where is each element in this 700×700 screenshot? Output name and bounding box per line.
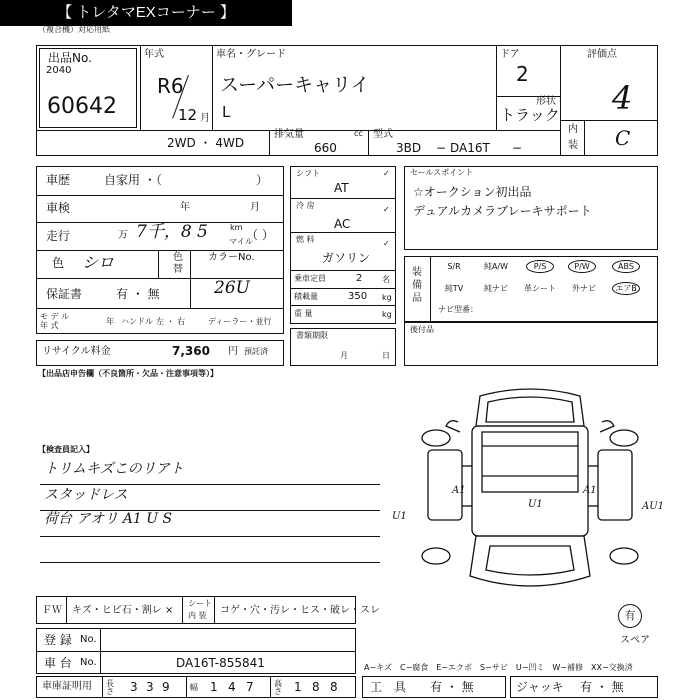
weight-label: 重 量 bbox=[294, 309, 313, 318]
model-label: 型式 bbox=[373, 129, 393, 140]
load-value: 350 bbox=[348, 291, 368, 302]
warranty-value: 有 ・ 無 bbox=[116, 287, 160, 301]
equip-sr: S/R bbox=[447, 262, 461, 271]
handle-label: ハンドル bbox=[121, 317, 153, 326]
seat-text: コゲ・穴・汚レ・ヒス・破レ・スレ bbox=[220, 605, 380, 616]
equip-tv: 純TV bbox=[444, 284, 464, 293]
inspection-label: 車検 bbox=[46, 201, 71, 215]
mark-a1-right: A1 bbox=[583, 485, 597, 496]
capacity-label: 乗車定員 bbox=[294, 274, 326, 283]
len-digit-1: 3 bbox=[130, 680, 138, 694]
history-label: 車歴 bbox=[46, 173, 71, 187]
weight-unit: kg bbox=[382, 310, 392, 319]
inspector-line1: トリムキズこのリアト bbox=[44, 461, 184, 477]
shift-label: シフト bbox=[296, 169, 320, 178]
month-unit: 月 bbox=[200, 113, 210, 124]
equip-ext-navi: 外ナビ bbox=[572, 284, 596, 293]
tools-label: 工 具 bbox=[370, 680, 407, 694]
displacement-value: 660 bbox=[314, 141, 337, 155]
displacement-label: 排気量 bbox=[274, 129, 304, 140]
inspection-month: 月 bbox=[250, 202, 260, 213]
equip-leather: 革シート bbox=[524, 284, 556, 293]
mileage-man: 万 bbox=[118, 230, 128, 241]
equip-ps: P/S bbox=[526, 260, 554, 273]
fw-label: ＦＷ bbox=[42, 605, 62, 616]
width-digit-1: 1 bbox=[210, 680, 218, 694]
model-year-label-1: モ デ ル bbox=[40, 312, 70, 321]
chassis-no: No. bbox=[80, 657, 97, 668]
handle-value: 左 ・ 右 bbox=[156, 317, 186, 326]
sales-point-line2: デュアルカメラブレーキサポート bbox=[413, 204, 592, 218]
registration-no: No. bbox=[80, 634, 97, 645]
color-code: 26U bbox=[214, 278, 250, 298]
height-digit-3: 8 bbox=[330, 680, 338, 694]
cert-label: 車庫証明用 bbox=[42, 681, 92, 692]
equip-abs: ABS bbox=[612, 260, 640, 273]
installed-label: 後付品 bbox=[410, 325, 434, 334]
len-digit-3: 9 bbox=[162, 680, 170, 694]
shape-value: トラック bbox=[500, 106, 560, 124]
inspector-line2: スタッドレス bbox=[44, 487, 128, 503]
interior-score: C bbox=[615, 126, 631, 150]
spare-circle: 有 bbox=[618, 604, 642, 628]
load-label: 積載量 bbox=[294, 292, 318, 301]
year-era: R6 bbox=[157, 74, 184, 98]
seller-notes-label: 【出品店申告欄（不良箇所・欠品・注意事項等）】 bbox=[38, 369, 218, 378]
cert-height-label: 高さ bbox=[274, 679, 282, 696]
color-label: 色 bbox=[52, 256, 65, 270]
interior-label-2: 装 bbox=[568, 140, 578, 151]
mark-au1: AU1 bbox=[642, 501, 665, 512]
seat-label-1: シート bbox=[188, 599, 212, 608]
history-close: ） bbox=[256, 173, 269, 187]
doors-value: 2 bbox=[516, 62, 529, 86]
drive-type: 2WD ・ 4WD bbox=[167, 136, 245, 150]
seat-label-2: 内 装 bbox=[188, 611, 207, 620]
height-digit-2: 8 bbox=[312, 680, 320, 694]
shift-check: ✓ bbox=[383, 169, 390, 178]
capacity-unit: 名 bbox=[382, 275, 390, 284]
top-note: （複合機）対応用紙 bbox=[38, 25, 110, 34]
inspection-year: 年 bbox=[180, 202, 190, 213]
sales-point-label: セールスポイント bbox=[410, 168, 474, 177]
tools-value: 有 ・ 無 bbox=[430, 680, 474, 694]
cert-length-label: 長さ bbox=[106, 679, 114, 696]
interior-label-1: 内 bbox=[568, 124, 578, 135]
load-unit: kg bbox=[382, 293, 392, 302]
mileage-mile: マイル bbox=[229, 237, 253, 246]
model-year-unit: 年 bbox=[106, 317, 114, 326]
shape-label: 形状 bbox=[536, 96, 556, 107]
banner-title: 【 トレタマEXコーナー 】 bbox=[0, 0, 292, 26]
aircon-label: 冷 房 bbox=[296, 201, 315, 210]
model-prefix: 3BD bbox=[396, 141, 422, 155]
equip-airbag: エアB bbox=[612, 282, 640, 295]
mileage-km: km bbox=[230, 223, 243, 232]
score-label: 評価点 bbox=[587, 49, 617, 60]
car-name: スーパーキャリイ bbox=[220, 74, 370, 96]
spare-label: スペア bbox=[620, 635, 650, 646]
equip-navi: 純ナビ bbox=[484, 284, 508, 293]
lot-code: 2040 bbox=[46, 65, 72, 76]
jack-label: ジャッキ bbox=[516, 680, 564, 694]
mark-a1-left: A1 bbox=[452, 485, 466, 496]
year-month: 12 bbox=[178, 106, 198, 124]
height-digit-1: 1 bbox=[294, 680, 302, 694]
docs-month: 月 bbox=[340, 351, 348, 360]
cert-width-label: 幅 bbox=[190, 683, 198, 692]
chassis-label: 車 台 bbox=[44, 656, 72, 670]
color-code-label: カラーNo. bbox=[208, 252, 255, 263]
equipment-label: 装備品 bbox=[412, 267, 422, 304]
lot-label: 出品No. bbox=[48, 51, 92, 65]
recycle-value: 7,360 bbox=[172, 344, 210, 358]
history-value: 自家用 ・（ bbox=[104, 173, 162, 187]
shift-value: AT bbox=[334, 181, 349, 195]
car-name-label: 車名・グレード bbox=[216, 49, 286, 60]
warranty-label: 保証書 bbox=[46, 287, 83, 301]
len-digit-2: 3 bbox=[146, 680, 154, 694]
model-year-label-2: 年 式 bbox=[40, 321, 59, 330]
car-grade: L bbox=[222, 103, 231, 121]
fuel-label: 燃 料 bbox=[296, 235, 315, 244]
capacity-value: 2 bbox=[356, 273, 363, 284]
mileage-value: 7千，8 5 bbox=[136, 222, 208, 242]
recycle-note: 預託済 bbox=[244, 347, 268, 356]
aircon-value: AC bbox=[334, 217, 351, 231]
fuel-check: ✓ bbox=[383, 239, 390, 248]
docs-label: 書類期限 bbox=[296, 331, 328, 340]
doors-label: ドア bbox=[500, 49, 520, 60]
width-digit-2: 4 bbox=[228, 680, 236, 694]
width-digit-3: 7 bbox=[246, 680, 254, 694]
inspector-line3: 荷台 アオリ A1 U S bbox=[44, 511, 173, 527]
model-code: DA16T bbox=[450, 141, 490, 155]
equip-alloy: 純A/W bbox=[483, 262, 509, 271]
mark-u1-left: U1 bbox=[392, 511, 407, 522]
equip-pw: P/W bbox=[568, 260, 596, 273]
registration-label: 登 録 bbox=[44, 633, 72, 647]
lot-number: 60642 bbox=[47, 94, 117, 119]
recycle-label: リサイクル料金 bbox=[42, 346, 111, 357]
fuel-value: ガソリン bbox=[322, 251, 371, 265]
paint-label-1: 色 bbox=[173, 252, 183, 263]
docs-day: 日 bbox=[382, 351, 390, 360]
fw-text: キズ・ヒビ石・割レ × bbox=[72, 605, 174, 616]
jack-value: 有 ・ 無 bbox=[580, 680, 624, 694]
sales-point-line1: ☆オークション初出品 bbox=[413, 185, 532, 199]
chassis-value: DA16T-855841 bbox=[176, 656, 265, 670]
mileage-paren: （ ） bbox=[246, 228, 274, 242]
model-trail: − bbox=[512, 141, 523, 155]
color-value: シロ bbox=[82, 253, 115, 272]
aircon-check: ✓ bbox=[383, 205, 390, 214]
dealer-label: ディーラー・並行 bbox=[208, 317, 272, 326]
model-dash: − bbox=[436, 141, 447, 155]
year-label: 年式 bbox=[144, 49, 164, 60]
navi-model-label: ナビ型番： bbox=[438, 305, 478, 314]
installed-frame bbox=[404, 322, 658, 366]
mileage-label: 走行 bbox=[46, 229, 71, 243]
mark-u1-top: U1 bbox=[528, 499, 543, 510]
recycle-unit: 円 bbox=[228, 346, 238, 357]
damage-legend: A−キズ C−腐食 E−エクボ S−サビ U−凹ミ W−補修 XX−交換済 bbox=[364, 663, 633, 672]
displacement-unit: cc bbox=[354, 129, 363, 138]
paint-label-2: 替 bbox=[173, 264, 183, 275]
inspector-label: 【検査員記入】 bbox=[38, 445, 94, 454]
score-value: 4 bbox=[612, 79, 633, 117]
